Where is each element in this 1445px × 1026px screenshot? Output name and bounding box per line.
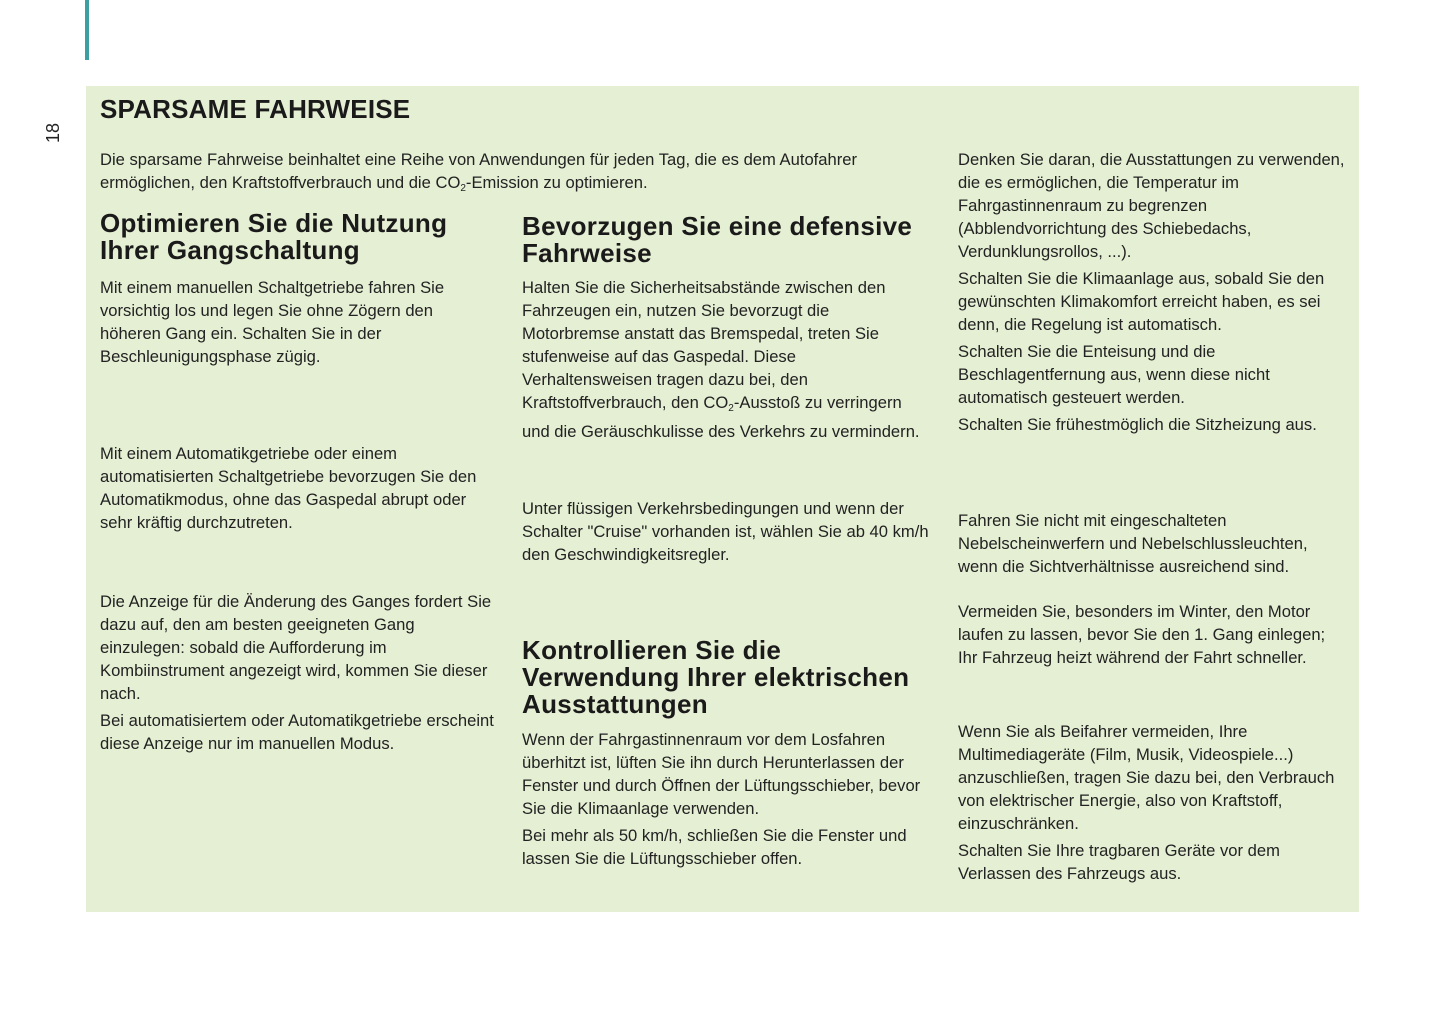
- intro-subscript: 2: [460, 183, 466, 194]
- multimedia-paragraphs: [958, 720, 1348, 889]
- temperature-limit-text: Denken Sie daran, die Ausstattungen zu verwenden, die es ermöglichen, die Temperatur im Fahrgastinnenraum zu begrenzen (Abblendvorrichtung des Schiebedachs, Verdunklungsrollos, ...).: [958, 150, 1345, 261]
- defensive-driving-paragraph: [522, 276, 930, 447]
- defensive-driving-text: Halten Sie die Sicherheitsabstände zwischen den Fahrzeugen ein, nutzen Sie bevorzugt die Motorbremse anstatt das Bremspedal, treten Sie stufenweise auf das Gaspedal. Diese Verhaltensweisen tragen dazu bei, den Kraftstoffverbrauch, den CO: [522, 278, 886, 412]
- accent-bar: [85, 0, 89, 60]
- automatic-gearbox-paragraph: [100, 442, 495, 538]
- gear-usage-heading: Optimieren Sie die Nutzung Ihrer Gangschaltung: [100, 208, 448, 265]
- multimedia-text: Wenn Sie als Beifahrer vermeiden, Ihre Multimediageräte (Film, Musik, Videospiele...) anzuschließen, tragen Sie dazu bei, den Verbrauch von elektrischer Energie, also von Kraftstoff, einzuschränken.: [958, 722, 1335, 833]
- window-text: Bei mehr als 50 km/h, schließen Sie die Fenster und lassen Sie die Lüftungsschieber offen.: [522, 826, 907, 868]
- defensive-driving-heading: Bevorzugen Sie eine defensive Fahrweise: [522, 211, 913, 268]
- cruise-control-text: Unter flüssigen Verkehrsbedingungen und wenn der Schalter "Cruise" vorhanden ist, wählen Sie ab 40 km/h den Geschwindigkeitsregler.: [522, 499, 929, 564]
- engine-idle-text: Vermeiden Sie, besonders im Winter, den Motor laufen zu lassen, bevor Sie den 1. Gang einlegen; Ihr Fahrzeug heizt während der Fahrt schneller.: [958, 602, 1326, 667]
- intro-text: Die sparsame Fahrweise beinhaltet eine Reihe von Anwendungen für jeden Tag, die es dem Autofahrer ermöglichen, den Kraftstoffverbrauch und die CO: [100, 150, 858, 192]
- manual-gearbox-paragraph: [100, 276, 490, 372]
- gear-indicator-text: Die Anzeige für die Änderung des Ganges fordert Sie dazu auf, den am besten geeigneten Gang einzulegen: sobald die Aufforderung im Kombiinstrument angezeigt wird, kommen Sie dieser nach.: [100, 592, 492, 703]
- manual-gearbox-text: Mit einem manuellen Schaltgetriebe fahren Sie vorsichtig los und legen Sie ohne Zögern den höheren Gang ein. Schalten Sie in der Beschleunigungsphase zügig.: [100, 278, 445, 366]
- gear-indicator-paragraphs: [100, 590, 495, 759]
- seat-heating-text: Schalten Sie frühestmöglich die Sitzheizung aus.: [958, 415, 1317, 434]
- co2-subscript: 2: [728, 403, 734, 414]
- defensive-driving-text-end: -Ausstoß zu verringern und die Geräuschkulisse des Verkehrs zu vermindern.: [522, 393, 920, 441]
- ventilation-text: Wenn der Fahrgastinnenraum vor dem Losfahren überhitzt ist, lüften Sie ihn durch Herunterlassen der Fenster und durch Öffnen der Lüftungsschieber, bevor Sie die Klimaanlage verwenden.: [522, 730, 921, 818]
- fog-lights-paragraph: [958, 509, 1348, 582]
- engine-idle-paragraph: [958, 600, 1348, 673]
- defrost-text: Schalten Sie die Enteisung und die Beschlagentfernung aus, wenn diese nicht automatisch gesteuert werden.: [958, 342, 1270, 407]
- fog-lights-text: Fahren Sie nicht mit eingeschalteten Nebelscheinwerfern und Nebelschlussleuchten, wenn die Sichtverhältnisse ausreichend sind.: [958, 511, 1308, 576]
- intro-paragraph: [100, 148, 860, 204]
- portable-devices-text: Schalten Sie Ihre tragbaren Geräte vor dem Verlassen des Fahrzeugs aus.: [958, 841, 1280, 883]
- gear-indicator-note: Bei automatisiertem oder Automatikgetriebe erscheint diese Anzeige nur im manuellen Modus.: [100, 711, 494, 753]
- automatic-gearbox-text: Mit einem Automatikgetriebe oder einem automatisierten Schaltgetriebe bevorzugen Sie den Automatikmodus, ohne das Gaspedal abrupt oder sehr kräftig durchzutreten.: [100, 444, 477, 532]
- ventilation-paragraphs: [522, 728, 922, 874]
- cruise-control-paragraph: [522, 497, 932, 570]
- page-title: SPARSAME FAHRWEISE: [100, 94, 411, 124]
- electrical-equipment-heading: Kontrollieren Sie die Verwendung Ihrer elektrischen Ausstattungen: [522, 635, 910, 719]
- air-conditioning-text: Schalten Sie die Klimaanlage aus, sobald Sie den gewünschten Klimakomfort erreicht haben, es sei denn, die Regelung ist automatisch.: [958, 269, 1325, 334]
- intro-text-end: -Emission zu optimieren.: [465, 173, 648, 192]
- page-number: 18: [43, 122, 63, 144]
- climate-paragraphs: [958, 148, 1353, 440]
